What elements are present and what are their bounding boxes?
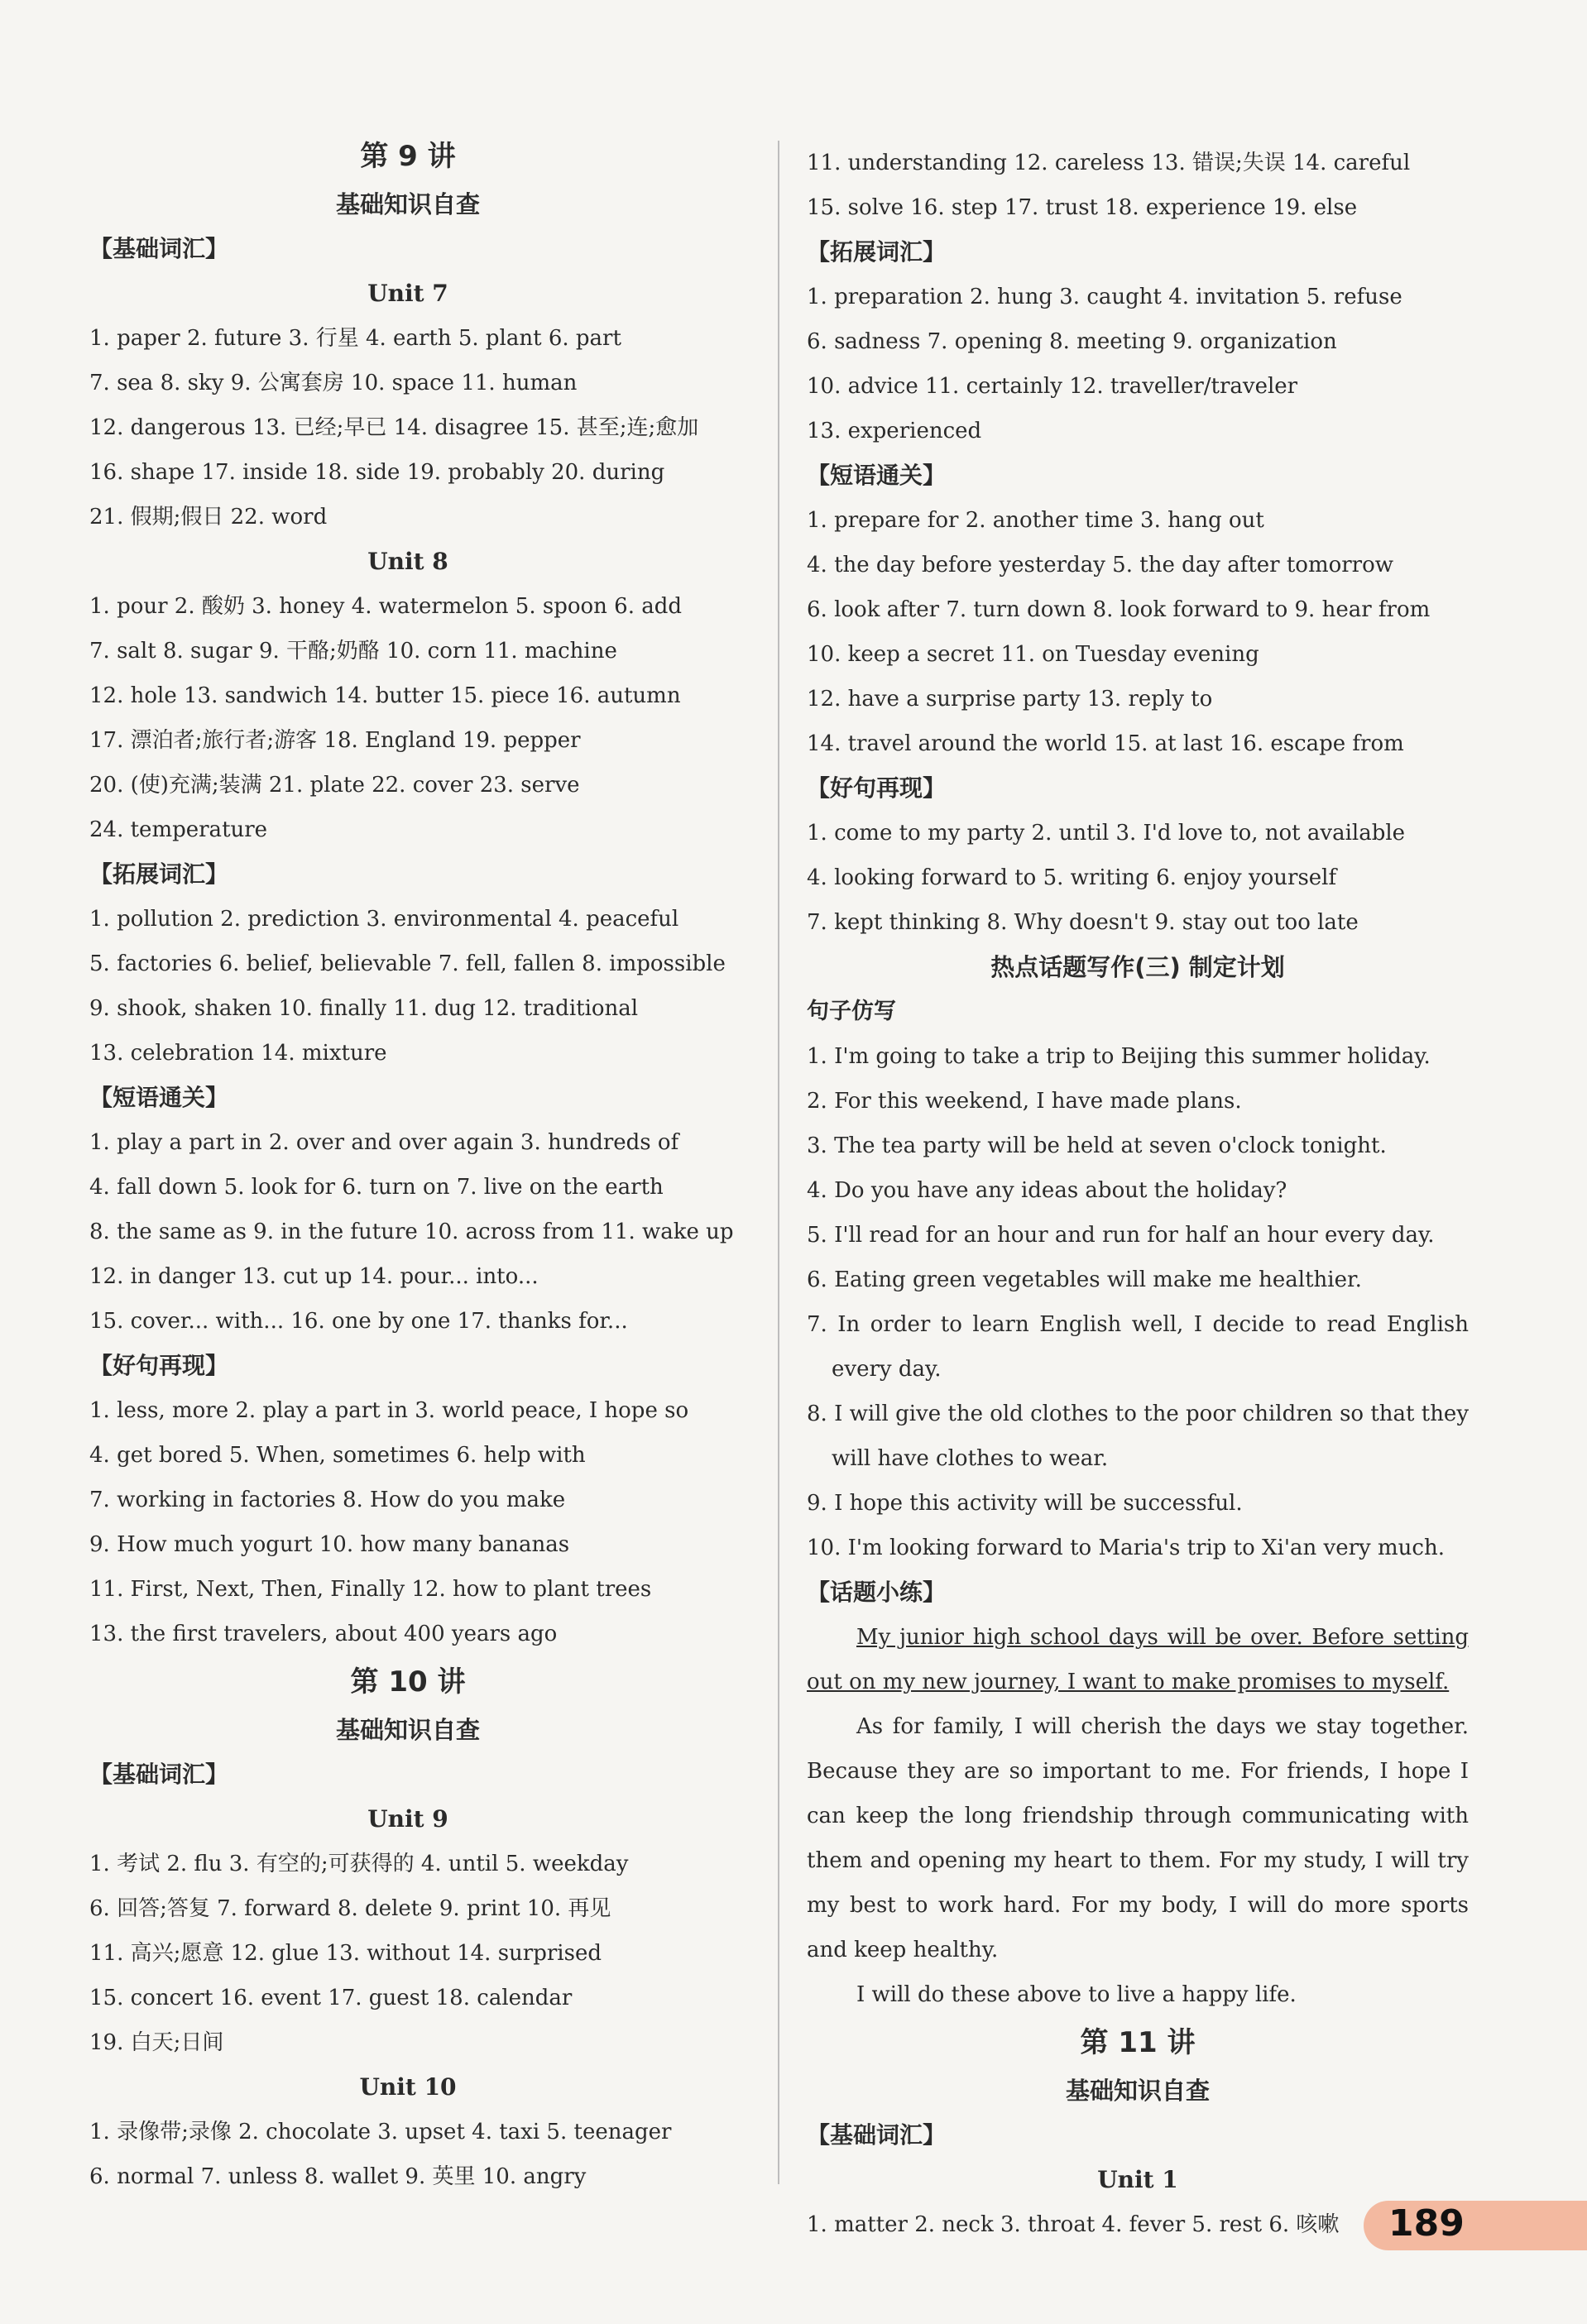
answer-line: 12. hole 13. sandwich 14. butter 15. piece 16. autumn	[89, 683, 681, 708]
answer-line: 4. looking forward to 5. writing 6. enjoy yourself	[807, 865, 1337, 890]
unit-heading: Unit 9	[367, 1805, 448, 1833]
answer-line: 21. 假期;假日 22. word	[89, 505, 328, 529]
answer-line: 6. Eating green vegetables will make me healthier.	[807, 1267, 1362, 1292]
answer-line: 7. kept thinking 8. Why doesn't 9. stay out too late	[807, 910, 1359, 935]
answer-line: 7. salt 8. sugar 9. 干酪;奶酪 10. corn 11. machine	[89, 639, 617, 664]
answer-line: 1. less, more 2. play a part in 3. world peace, I hope so	[89, 1398, 689, 1423]
answer-line: 1. come to my party 2. until 3. I'd love to, not available	[807, 821, 1406, 846]
page-number-tab	[1364, 2201, 1587, 2250]
category-label: 【拓展词汇】	[807, 238, 947, 266]
answer-line: 19. 白天;日间	[89, 2030, 224, 2055]
column-divider	[778, 141, 779, 2184]
answer-line: 15. solve 16. step 17. trust 18. experience 19. else	[807, 195, 1358, 220]
answer-line: 1. I'm going to take a trip to Beijing this summer holiday.	[807, 1044, 1431, 1069]
category-label: 【基础词汇】	[89, 235, 229, 262]
answer-line: 11. 高兴;愿意 12. glue 13. without 14. surprised	[89, 1941, 602, 1966]
category-label: 【短语通关】	[89, 1084, 229, 1111]
answer-line: 4. fall down 5. look for 6. turn on 7. live on the earth	[89, 1175, 664, 1200]
answer-line: 1. pollution 2. prediction 3. environmental 4. peaceful	[89, 907, 679, 932]
essay-paragraph: As for family, I will cherish the days we stay together. Because they are so important to me. For friends, I hope I can keep the long friendship through communicating with them and opening my heart to them. For my study, I will try my best to work hard. For my body, I will do more sports and keep healthy.	[807, 1714, 1469, 1962]
answer-line: 10. advice 11. certainly 12. traveller/traveler	[807, 374, 1298, 399]
answer-line: 1. paper 2. future 3. 行星 4. earth 5. plant 6. part	[89, 326, 621, 351]
answer-line: 1. pour 2. 酸奶 3. honey 4. watermelon 5. spoon 6. add	[89, 594, 683, 619]
section-heading: 基础知识自查	[335, 1716, 480, 1744]
answer-line: 1. matter 2. neck 3. throat 4. fever 5. rest 6. 咳嗽	[807, 2212, 1340, 2237]
answer-line: 2. For this weekend, I have made plans.	[807, 1089, 1242, 1114]
unit-heading: Unit 10	[359, 2073, 457, 2101]
answer-line: 11. understanding 12. careless 13. 错误;失误 14. careful	[807, 151, 1411, 175]
answer-line: 9. I hope this activity will be successful.	[807, 1491, 1243, 1516]
answer-line: 14. travel around the world 15. at last 16. escape from	[807, 731, 1404, 756]
answer-line: 9. How much yogurt 10. how many bananas	[89, 1532, 570, 1557]
answer-line: 1. prepare for 2. another time 3. hang out	[807, 508, 1264, 533]
answer-line: 16. shape 17. inside 18. side 19. probably 20. during	[89, 460, 665, 485]
answer-line: 13. celebration 14. mixture	[89, 1041, 387, 1066]
category-label: 【好句再现】	[89, 1352, 229, 1379]
left-column	[89, 131, 734, 2199]
answer-line: 1. play a part in 2. over and over again 3. hundreds of	[89, 1130, 679, 1155]
unit-heading: Unit 1	[1097, 2166, 1178, 2193]
category-label: 【基础词汇】	[807, 2121, 947, 2149]
unit-heading: Unit 8	[367, 548, 448, 575]
answer-line: 17. 漂泊者;旅行者;游客 18. England 19. pepper	[89, 728, 581, 753]
answer-line: 1. 考试 2. flu 3. 有空的;可获得的 4. until 5. weekday	[89, 1852, 629, 1876]
answer-line: 20. (使)充满;装满 21. plate 22. cover 23. serve	[89, 773, 580, 798]
answer-line: 13. experienced	[807, 419, 982, 443]
lecture-title: 第 9 讲	[360, 140, 456, 173]
section-heading: 基础知识自查	[1065, 2077, 1210, 2105]
answer-line: 13. the first travelers, about 400 years ago	[89, 1622, 558, 1646]
section-heading: 基础知识自查	[335, 190, 480, 218]
answer-line: 12. have a surprise party 13. reply to	[807, 687, 1213, 712]
answer-line: 4. get bored 5. When, sometimes 6. help with	[89, 1443, 586, 1468]
essay-paragraph: I will do these above to live a happy life.	[856, 1982, 1297, 2007]
category-label: 【基础词汇】	[89, 1761, 229, 1788]
answer-line: 5. factories 6. belief, believable 7. fell, fallen 8. impossible	[89, 951, 726, 976]
answer-line: 4. the day before yesterday 5. the day after tomorrow	[807, 553, 1394, 577]
answer-line: 15. cover... with... 16. one by one 17. thanks for...	[89, 1309, 628, 1334]
answer-line: 10. I'm looking forward to Maria's trip to Xi'an very much.	[807, 1536, 1445, 1560]
unit-heading: Unit 7	[367, 280, 448, 307]
answer-line: 4. Do you have any ideas about the holiday?	[807, 1178, 1287, 1203]
lecture-title: 第 11 讲	[1080, 2026, 1196, 2059]
answer-line: 9. shook, shaken 10. finally 11. dug 12. traditional	[89, 996, 639, 1021]
answer-line: 15. concert 16. event 17. guest 18. calendar	[89, 1986, 573, 2010]
answer-line: 7. sea 8. sky 9. 公寓套房 10. space 11. human	[89, 371, 578, 395]
lecture-title: 第 10 讲	[350, 1665, 466, 1699]
answer-line: 7. working in factories 8. How do you make	[89, 1488, 566, 1512]
answer-line: 6. normal 7. unless 8. wallet 9. 英里 10. angry	[89, 2164, 587, 2189]
answer-line: 10. keep a secret 11. on Tuesday evening	[807, 642, 1259, 667]
right-column	[807, 141, 1469, 2247]
essay-opening: My junior high school days will be over. Before setting out on my new journey, I want to make promises to myself.	[807, 1625, 1469, 1694]
category-label: 【短语通关】	[807, 462, 947, 489]
answer-line: 12. dangerous 13. 已经;早已 14. disagree 15. 甚至;连;愈加	[89, 415, 699, 440]
answer-item: 8. I will give the old clothes to the poor children so that they will have clothes to wear.	[807, 1402, 1470, 1471]
category-label: 【拓展词汇】	[89, 860, 229, 888]
answer-line: 11. First, Next, Then, Finally 12. how to plant trees	[89, 1577, 652, 1602]
category-label: 【好句再现】	[807, 774, 947, 802]
answer-line: 5. I'll read for an hour and run for half an hour every day.	[807, 1223, 1435, 1248]
answer-line: 1. 录像带;录像 2. chocolate 3. upset 4. taxi 5. teenager	[89, 2120, 672, 2144]
section-heading: 热点话题写作(三) 制定计划	[990, 953, 1285, 981]
category-label: 【话题小练】	[807, 1579, 947, 1606]
answer-line: 3. The tea party will be held at seven o'clock tonight.	[807, 1133, 1387, 1158]
answer-line: 8. the same as 9. in the future 10. across from 11. wake up	[89, 1220, 734, 1244]
subsection-label: 句子仿写	[807, 999, 896, 1024]
answer-item: 7. In order to learn English well, I decide to read English every day.	[807, 1312, 1469, 1382]
answer-line: 6. 回答;答复 7. forward 8. delete 9. print 10. 再见	[89, 1896, 611, 1921]
answer-line: 6. sadness 7. opening 8. meeting 9. organization	[807, 329, 1337, 354]
answer-line: 24. temperature	[89, 817, 268, 842]
answer-line: 1. preparation 2. hung 3. caught 4. invitation 5. refuse	[807, 285, 1402, 309]
answer-line: 6. look after 7. turn down 8. look forward to 9. hear from	[807, 597, 1431, 622]
page-number: 189	[1388, 2202, 1465, 2245]
answer-line: 12. in danger 13. cut up 14. pour... into...	[89, 1264, 539, 1289]
